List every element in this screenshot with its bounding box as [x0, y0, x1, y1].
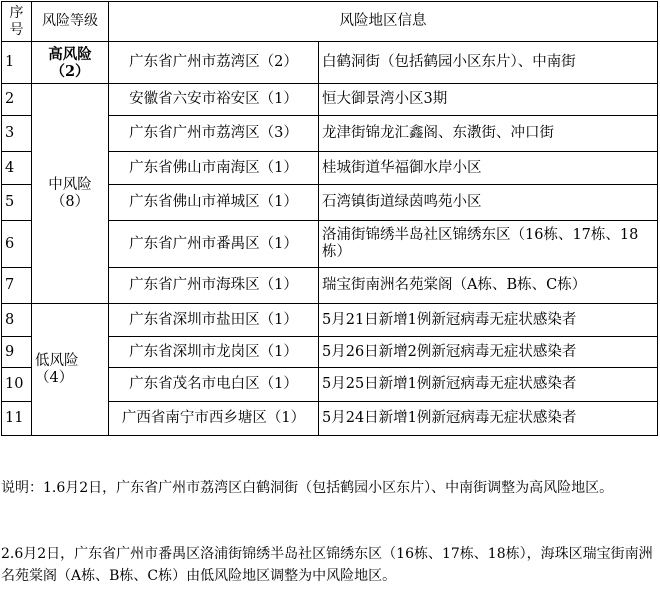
risk-level-low: 低风险（4） — [32, 304, 109, 436]
row-detail: 5月24日新增1例新冠病毒无症状感染者 — [319, 402, 658, 436]
row-region: 广东省深圳市盐田区（1） — [109, 304, 319, 337]
row-number: 4 — [2, 152, 32, 185]
table-row — [2, 84, 658, 116]
row-region: 广东省茂名市电白区（1） — [109, 368, 319, 402]
row-number: 1 — [2, 42, 32, 84]
row-region: 广东省佛山市南海区（1） — [109, 152, 319, 185]
row-region: 广东省佛山市禅城区（1） — [109, 185, 319, 221]
row-detail: 恒大御景湾小区3期 — [319, 84, 658, 116]
row-region: 广东省广州市海珠区（1） — [109, 268, 319, 304]
row-number: 11 — [2, 402, 32, 436]
row-number: 6 — [2, 221, 32, 268]
row-number: 3 — [2, 116, 32, 152]
row-region: 安徽省六安市裕安区（1） — [109, 84, 319, 116]
row-detail: 桂城街道华福御水岸小区 — [319, 152, 658, 185]
row-detail: 白鹤洞街（包括鹤园小区东片）、中南街 — [319, 42, 658, 84]
row-number: 9 — [2, 337, 32, 368]
notes — [1, 433, 657, 609]
header-index: 序号 — [2, 2, 32, 42]
risk-level-high: 高风险（2） — [32, 42, 109, 84]
row-number: 8 — [2, 304, 32, 337]
table-header-row — [2, 2, 658, 42]
header-areas: 风险地区信息 — [109, 2, 658, 42]
row-number: 2 — [2, 84, 32, 116]
row-region: 广东省深圳市龙岗区（1） — [109, 337, 319, 368]
row-detail: 5月21日新增1例新冠病毒无症状感染者 — [319, 304, 658, 337]
table-row — [2, 304, 658, 337]
row-detail: 洛浦街锦绣半岛社区锦绣东区（16栋、17栋、18栋） — [319, 221, 658, 268]
row-region: 广东省广州市荔湾区（2） — [109, 42, 319, 84]
row-number: 5 — [2, 185, 32, 221]
row-region: 广东省广州市荔湾区（3） — [109, 116, 319, 152]
header-level: 风险等级 — [32, 2, 109, 42]
note-line-2: 2.6月2日，广东省广州市番禺区洛浦街锦绣半岛社区锦绣东区（16栋、17栋、18栋），海珠区瑞宝街南洲名苑棠阁（A栋、B栋、C栋）由低风险地区调整为中风险地区。 — [1, 546, 653, 584]
risk-areas-table — [1, 1, 658, 436]
row-region: 广东省广州市番禺区（1） — [109, 221, 319, 268]
row-detail: 龙津街锦龙汇鑫阁、东漖街、冲口街 — [319, 116, 658, 152]
row-number: 7 — [2, 268, 32, 304]
row-region: 广西省南宁市西乡塘区（1） — [109, 402, 319, 436]
row-detail: 瑞宝街南洲名苑棠阁（A栋、B栋、C栋） — [319, 268, 658, 304]
row-detail: 5月26日新增2例新冠病毒无症状感染者 — [319, 337, 658, 368]
table-row — [2, 42, 658, 84]
row-detail: 5月25日新增1例新冠病毒无症状感染者 — [319, 368, 658, 402]
row-number: 10 — [2, 368, 32, 402]
row-detail: 石湾镇街道绿茵鸣苑小区 — [319, 185, 658, 221]
note-line-1: 说明：1.6月2日，广东省广州市荔湾区白鹤洞街（包括鹤园小区东片）、中南街调整为高风险地区。 — [1, 480, 614, 496]
risk-level-medium: 中风险（8） — [32, 84, 109, 304]
